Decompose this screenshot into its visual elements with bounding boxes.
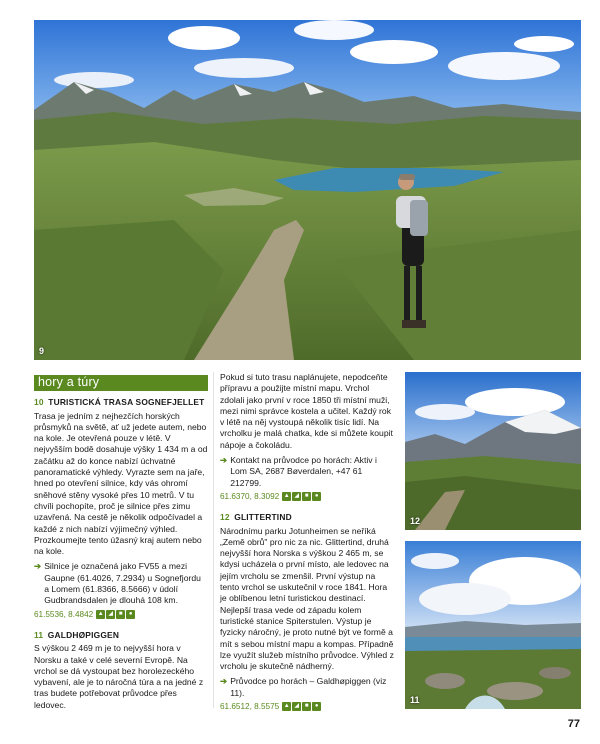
bike-icon: ●	[312, 492, 321, 501]
mountain-icon: ◢	[292, 702, 301, 711]
section-header	[34, 375, 208, 391]
hiking-icon: ▲	[96, 610, 105, 619]
photo-number-9: 9	[39, 346, 45, 356]
entry-12-note	[220, 676, 394, 699]
entry-11-coords-text: 61.6370, 8.3092	[220, 491, 280, 501]
entry-12-note-text: Průvodce po horách – Galdhøpiggen (viz 11).	[230, 676, 387, 698]
mountain-icon: ◢	[106, 610, 115, 619]
page-number: 77	[567, 718, 580, 730]
entry-10-coords	[34, 609, 208, 620]
entry-11-text: S výškou 2 469 m je to nejvyšší hora v Norsku a také v celé severní Evropě. Na vrchol se dá vystoupat bez horolezeckého vybavení, ale je to náročná túra a na jedné z tras budete potřebovat průvodce přes ledovec.	[34, 643, 204, 710]
entry-10-note-text: Silnice je označená jako FV55 a mezi Gaupne (61.4026, 7.2934) u Sognefjordu a Lomem (61.8366, 8.5666) v údolí Gudbrandsdalen je dlouhá 108 km.	[44, 561, 201, 606]
entry-11-continued	[220, 372, 394, 502]
entry-12-title	[220, 512, 394, 523]
entry-12-icons	[282, 702, 321, 711]
entry-11-coords	[220, 491, 394, 502]
arrow-icon: ➔	[220, 455, 228, 466]
entry-11-icons	[282, 492, 321, 501]
entry-12	[220, 512, 394, 712]
entry-11-cont-text: Pokud si tuto trasu naplánujete, nepodceňte přípravu a použijte místní mapu. Vrchol zdolali jako první v roce 1850 tři místní muži, mezi nimi správce kostela a učitel. Každý rok v létě na něj vystoupá několik tisíc lidí. Na vrcholku je malá chatka, kde si můžete koupit nápoje a čokoládu.	[220, 372, 393, 450]
entry-12-coords-text: 61.6512, 8.5575	[220, 702, 280, 712]
car-icon: ■	[302, 702, 311, 711]
column-2	[220, 372, 394, 722]
entry-10-icons	[96, 610, 135, 619]
mountain-icon: ◢	[292, 492, 301, 501]
photo-number-11: 11	[410, 695, 420, 705]
entry-12-number: 12	[220, 512, 230, 523]
photo-glittertind	[405, 372, 581, 530]
entry-11-note	[220, 455, 394, 489]
entry-11-note-text: Kontakt na průvodce po horách: Aktiv i Lom SA, 2687 Bøverdalen, +47 61 212799.	[230, 455, 377, 488]
entry-10-note	[34, 561, 208, 606]
arrow-icon: ➔	[34, 561, 42, 572]
photo-number-12: 12	[410, 516, 421, 526]
entry-11-heading: GALDHØPIGGEN	[47, 629, 120, 640]
photo-galdhopiggen	[405, 541, 581, 709]
entry-12-heading: GLITTERTIND	[234, 512, 292, 523]
entry-10-text: Trasa je jedním z nejhezčích horských průsmyků na světě, ať už jedete autem, nebo na kole. Je otevřená pouze v létě. V nejvyšším bodě dosahuje výšky 1 434 m a od začátku až do konce nabízí úchvatné panoramatické výhledy. Vyrazte sem na jaře, hned po otevření silnice, kdy vás ohromí sněhové stěny vysoké přes 10 metrů. V tu chvíli pochopíte, proč je silnice přes zimu uzavřená. Na cestě je několik odpočívadel a každé z nich nabízí výjimečný výhled. Prozkoumejte tento úžasný kraj autem nebo na kole.	[34, 410, 208, 557]
column-1	[34, 375, 208, 714]
section-title: hory a túry	[38, 375, 100, 389]
entry-12-coords	[220, 701, 394, 712]
arrow-icon: ➔	[220, 676, 228, 687]
entry-11-title	[34, 630, 208, 641]
hiking-icon: ▲	[282, 492, 291, 501]
entry-10-number: 10	[34, 397, 44, 408]
entry-12-text: Národnímu parku Jotunheimen se neříká „Země obrů" pro nic za nic. Glittertind, druhá nejvyšší hora Norska s výškou 2 465 m, se kdysi ucházela o první místo, ale ledovec na jejím vrcholu se zmenšil. První výstup na tento vrchol se uskutečnil v roce 1841. Hora je oblíbenou letní turistickou destinací. Nejlepší trasa vede od západu kolem turistické stanice Spiterstulen. Výstup je fyzicky náročný, je proto nutné být ve formě a mít s sebou místní mapu a kompas. Případně lze využít služeb místního průvodce. Výhled z vrcholu je skutečně nádherný.	[220, 525, 394, 672]
hero-photo	[34, 20, 581, 360]
entry-10-title	[34, 397, 208, 408]
entry-11	[34, 630, 208, 711]
entry-10-coords-text: 61.5536, 8.4842	[34, 609, 94, 619]
hiking-icon: ▲	[282, 702, 291, 711]
entry-11-number: 11	[34, 629, 44, 640]
bike-icon: ●	[126, 610, 135, 619]
column-divider	[213, 372, 214, 708]
entry-10	[34, 397, 208, 620]
entry-10-heading: TURISTICKÁ TRASA SOGNEFJELLET	[48, 397, 205, 408]
car-icon: ■	[302, 492, 311, 501]
car-icon: ■	[116, 610, 125, 619]
bike-icon: ●	[312, 702, 321, 711]
